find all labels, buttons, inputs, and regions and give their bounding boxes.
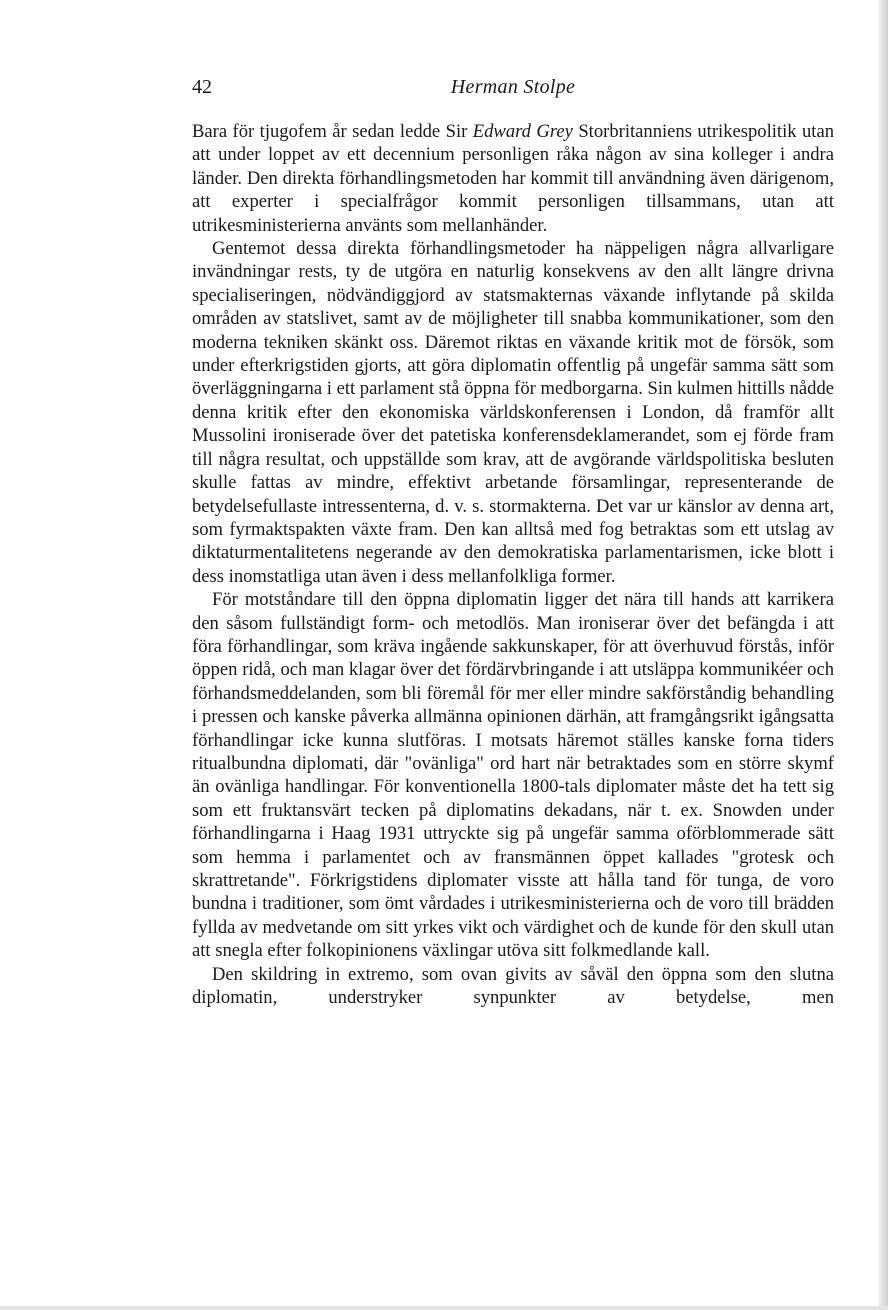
page-bottom-edge xyxy=(0,1306,888,1310)
page-number: 42 xyxy=(192,76,212,98)
paragraph-1-after: Storbritanniens utrikespolitik utan att under loppet av ett decennium personligen råka någon av sina kolleger i andra länder. Den direkta förhandlingsmetoden har kommit till användning även därigenom, att experter i specialfrågor kommit personligen tillsammans, utan att utrikesministerierna använts som mellanhänder. xyxy=(192,121,835,236)
paragraph-3: För motståndare till den öppna diplomatin ligger det nära till hands att karrikera den såsom fullständigt form- och metodlös. Man ironiserar över det befängda i att föra förhandlingar, som kräva ingående sakkunskaper, för att överhuvud förstås, inför öppen ridå, och man klagar över det fördärvbringande i att utsläppa kommunikéer och förhandsmeddelanden, som bli föremål för mer eller mindre sakförståndig behandling i pressen och kanske påverka allmänna opinionen därhän, att framgångsrikt igångsatta förhandlingar icke kunna slutföras. I motsats häremot ställes kanske forna tiders ritualbundna diplomati, där "ovänliga" ord hart när betraktades som en större skymf än ovänliga handlingar. För konventionella 1800-tals diplomater måste det ha tett sig som ett fruktansvärt tecken på diplomatins dekadans, när t. ex. Snowden under förhandlingarna i Haag 1931 uttryckte sig på ungefär samma oförblommerade sätt som hemma i parlamentet och av fransmännen öppet kallades "grotesk och skrattretande". Förkrigstidens diplomater visste att hålla tand för tunga, de voro bundna i traditioner, som ömt vårdades i utrikesministerierna och de voro till brädden fyllda av medvetande om sitt yrkes vikt och värdighet och de kunde för den skull utan att snegla efter folkopinionens växlingar utöva sitt folkmedlande kall. xyxy=(192,589,834,962)
paragraph-2: Gentemot dessa direkta förhandlingsmetoder ha näppeligen några allvarligare invändningar rests, ty de utgöra en naturlig konsekvens av den allt längre drivna specialiseringen, nödvändiggjord av statsmakternas växande inflytande på skilda områden av statslivet, samt av de möjligheter till snabba kommunikationer, som den moderna tekniken skänkt oss. Däremot riktas en växande kritik mot de försök, som under efterkrigstiden gjorts, att göra diplomatin offentlig på ungefär samma sätt som överläggningarna i ett parlament stå öppna för medborgarna. Sin kulmen hittills nådde denna kritik efter den ekonomiska världskonferensen i London, då framför allt Mussolini ironiserade över det patetiska konferensdeklamerandet, som ej förde fram till några resultat, och uppställde som krav, att de avgörande världspolitiska besluten skulle fattas av mindre, effektivt arbetande församlingar, representerande de betydelsefullaste intressenterna, d. v. s. stormakterna. Det var ur känslor av denna art, som fyrmaktspakten växte fram. Den kan alltså med fog betraktas som ett utslag av diktaturmentalitetens negerande av den demokratiska parlamentarismen, icke blott i dess inomstatliga utan även i dess mellanfolkliga former. xyxy=(192,238,835,587)
paragraph-1-before: Bara för tjugofem år sedan ledde Sir xyxy=(192,121,473,142)
paragraph-4: Den skildring in extremo, som ovan givits av såväl den öppna som den slutna diplomatin, understryker synpunkter av betydelse, men xyxy=(192,963,834,1009)
person-name-emphasis: Edward Grey xyxy=(472,121,573,142)
paragraph-1 xyxy=(192,120,834,237)
running-title: Herman Stolpe xyxy=(450,76,576,98)
running-head xyxy=(192,72,834,102)
body-text xyxy=(192,120,834,1009)
page-edge-shadow xyxy=(878,0,888,1310)
